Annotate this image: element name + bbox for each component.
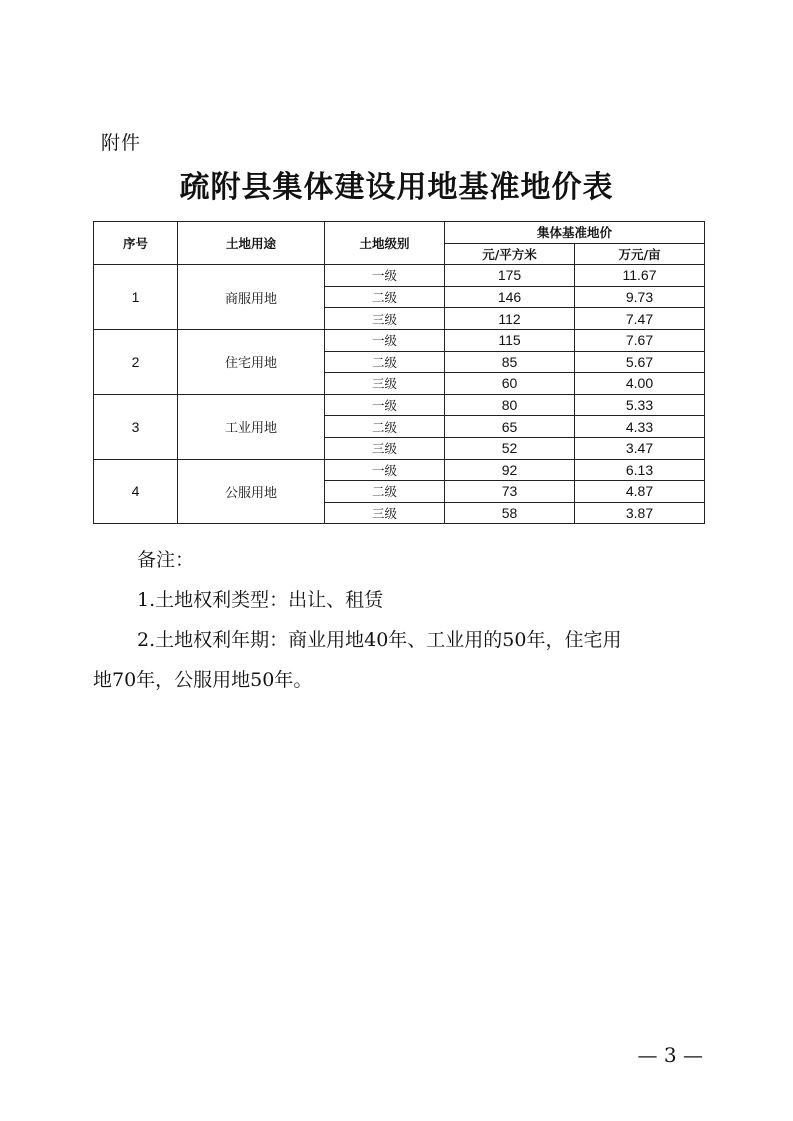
page-number: — 3 — [637,1043,703,1067]
table-row [94,459,705,481]
header-land-grade: 土地级别 [325,222,445,265]
grade-cell: 一级 [325,394,445,416]
price-sqm-cell: 73 [445,481,575,503]
grade-cell: 三级 [325,502,445,524]
table-row [94,329,705,351]
grade-cell: 二级 [325,351,445,373]
price-sqm-cell: 115 [445,329,575,351]
note-item-1: 1.土地权利类型：出让、租赁 [137,589,384,611]
price-mu-cell: 11.67 [575,265,705,287]
price-sqm-cell: 175 [445,265,575,287]
price-mu-cell: 4.33 [575,416,705,438]
land-use-cell: 公服用地 [178,459,325,524]
price-sqm-cell: 85 [445,351,575,373]
price-sqm-cell: 60 [445,373,575,395]
price-sqm-cell: 65 [445,416,575,438]
price-sqm-cell: 146 [445,286,575,308]
grade-cell: 二级 [325,286,445,308]
price-mu-cell: 5.33 [575,394,705,416]
grade-cell: 三级 [325,308,445,330]
grade-cell: 三级 [325,437,445,459]
page-title: 疏附县集体建设用地基准地价表 [179,170,614,205]
land-use-cell: 住宅用地 [178,329,325,394]
price-mu-cell: 3.87 [575,502,705,524]
price-mu-cell: 3.47 [575,437,705,459]
price-sqm-cell: 112 [445,308,575,330]
seq-cell: 4 [94,459,178,524]
grade-cell: 二级 [325,481,445,503]
table-header-row [94,222,705,244]
price-mu-cell: 9.73 [575,286,705,308]
notes-heading: 备注： [137,549,195,571]
price-mu-cell: 6.13 [575,459,705,481]
grade-cell: 一级 [325,329,445,351]
price-mu-cell: 4.00 [575,373,705,395]
note-item-2-line-2: 地70年，公服用地50年。 [93,669,313,691]
price-sqm-cell: 92 [445,459,575,481]
land-use-cell: 商服用地 [178,265,325,330]
price-mu-cell: 7.67 [575,329,705,351]
grade-cell: 一级 [325,459,445,481]
notes-section [93,540,713,700]
land-use-cell: 工业用地 [178,394,325,459]
price-sqm-cell: 80 [445,394,575,416]
grade-cell: 二级 [325,416,445,438]
price-mu-cell: 4.87 [575,481,705,503]
seq-cell: 2 [94,329,178,394]
header-seq: 序号 [94,222,178,265]
price-sqm-cell: 58 [445,502,575,524]
land-price-table [93,221,705,524]
price-mu-cell: 7.47 [575,308,705,330]
table-row [94,394,705,416]
note-item-2-line-1: 2.土地权利年期：商业用地40年、工业用的50年，住宅用 [137,629,622,651]
header-unit-sqm: 元/平方米 [445,243,575,265]
grade-cell: 三级 [325,373,445,395]
price-mu-cell: 5.67 [575,351,705,373]
seq-cell: 3 [94,394,178,459]
table-row [94,265,705,287]
header-unit-mu: 万元/亩 [575,243,705,265]
header-base-price: 集体基准地价 [445,222,705,244]
price-sqm-cell: 52 [445,437,575,459]
seq-cell: 1 [94,265,178,330]
grade-cell: 一级 [325,265,445,287]
header-land-use: 土地用途 [178,222,325,265]
attachment-label: 附件 [101,132,142,154]
